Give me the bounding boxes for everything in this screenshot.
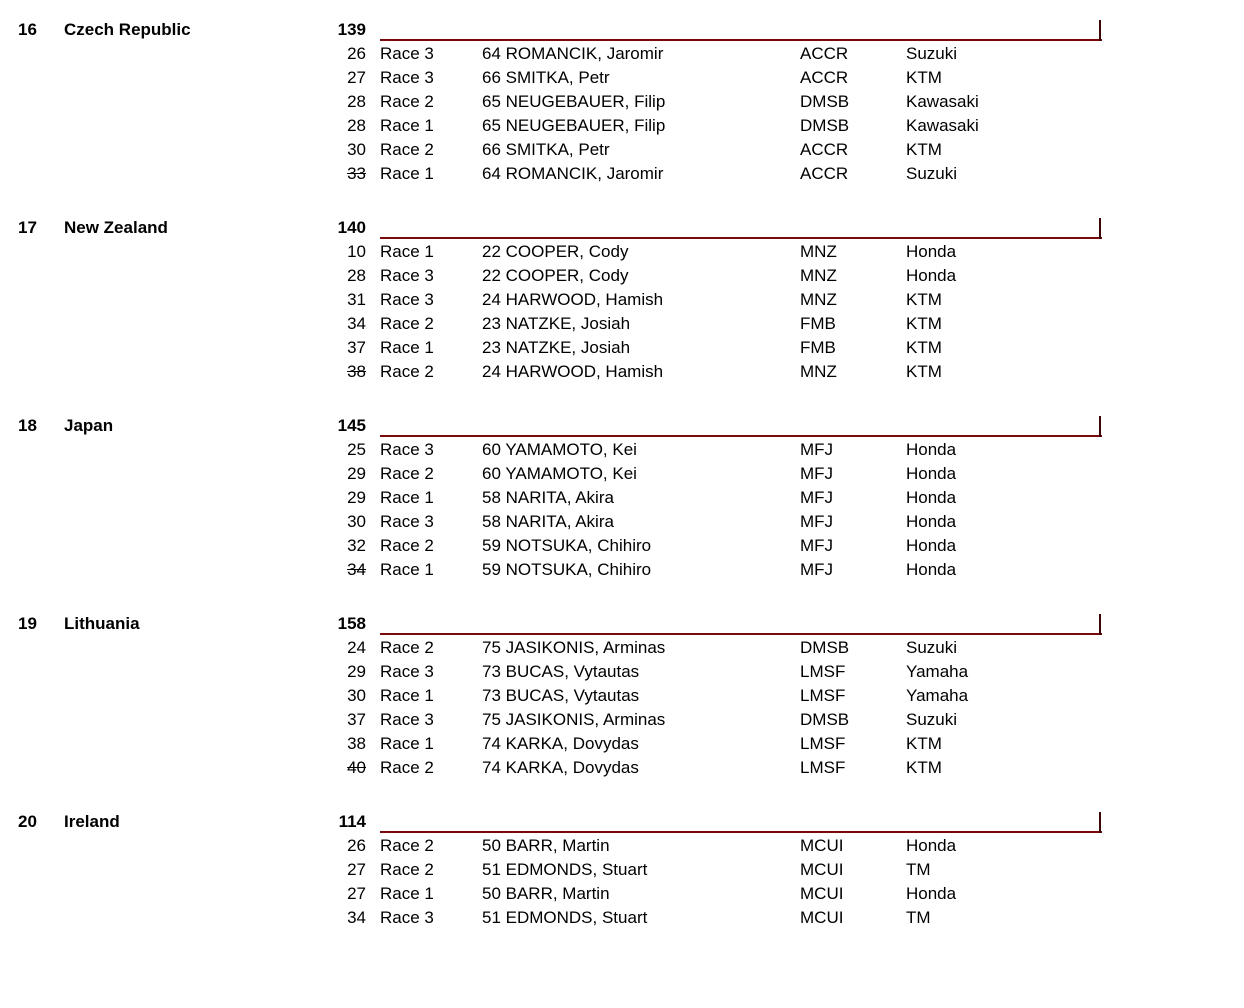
race-position: 32	[347, 536, 366, 555]
rider-federation: MFJ	[800, 440, 834, 459]
bike-brand: Kawasaki	[906, 116, 979, 135]
rider-name: 24 HARWOOD, Hamish	[482, 362, 664, 381]
rider-name: 51 EDMONDS, Stuart	[482, 860, 648, 879]
bike-brand: KTM	[906, 140, 942, 159]
race-name: Race 1	[380, 488, 434, 507]
rider-name: 74 KARKA, Dovydas	[482, 734, 639, 753]
race-position: 26	[347, 44, 366, 63]
result-row	[0, 66, 1244, 90]
result-row	[0, 906, 1244, 930]
race-position: 25	[347, 440, 366, 459]
rider-federation: ACCR	[800, 140, 849, 159]
result-row	[0, 660, 1244, 684]
nation-group	[0, 612, 1244, 810]
nation-group	[0, 18, 1244, 216]
nation-total-points: 158	[337, 614, 366, 633]
race-name: Race 1	[380, 338, 434, 357]
result-row	[0, 90, 1244, 114]
rider-name: 60 YAMAMOTO, Kei	[482, 440, 637, 459]
nation-rank: 20	[18, 812, 37, 831]
rider-federation: MFJ	[800, 512, 834, 531]
rider-name: 59 NOTSUKA, Chihiro	[482, 560, 652, 579]
nation-total-points: 145	[337, 416, 366, 435]
result-row	[0, 240, 1244, 264]
rider-name: 58 NARITA, Akira	[482, 488, 614, 507]
rider-federation: LMSF	[800, 686, 846, 705]
race-position-dropped: 40	[347, 758, 366, 777]
rider-name: 73 BUCAS, Vytautas	[482, 686, 640, 705]
nation-name: Ireland	[64, 812, 120, 831]
result-row	[0, 264, 1244, 288]
rider-federation: FMB	[800, 314, 836, 333]
rider-federation: ACCR	[800, 68, 849, 87]
nation-rank: 17	[18, 218, 37, 237]
race-name: Race 1	[380, 560, 434, 579]
race-position-dropped: 34	[347, 560, 366, 579]
race-position: 27	[347, 860, 366, 879]
rider-federation: MCUI	[800, 884, 844, 903]
race-name: Race 2	[380, 638, 434, 657]
race-position: 34	[347, 314, 366, 333]
result-row	[0, 834, 1244, 858]
race-name: Race 3	[380, 440, 434, 459]
result-row	[0, 312, 1244, 336]
nation-group	[0, 810, 1244, 1008]
result-row	[0, 462, 1244, 486]
rider-federation: MNZ	[800, 242, 837, 261]
bike-brand: Honda	[906, 440, 957, 459]
rider-federation: DMSB	[800, 116, 850, 135]
race-position-dropped: 33	[347, 164, 366, 183]
nation-name: New Zealand	[64, 218, 168, 237]
result-row	[0, 756, 1244, 780]
race-name: Race 1	[380, 734, 434, 753]
bike-brand: Suzuki	[906, 44, 958, 63]
rider-name: 73 BUCAS, Vytautas	[482, 662, 640, 681]
race-name: Race 2	[380, 860, 434, 879]
race-name: Race 3	[380, 68, 434, 87]
rider-name: 64 ROMANCIK, Jaromir	[482, 44, 664, 63]
race-name: Race 3	[380, 662, 434, 681]
race-name: Race 3	[380, 512, 434, 531]
race-position: 37	[347, 338, 366, 357]
race-position: 34	[347, 908, 366, 927]
bike-brand: KTM	[906, 290, 942, 309]
bike-brand: Yamaha	[906, 662, 969, 681]
rider-federation: FMB	[800, 338, 836, 357]
nation-rank: 16	[18, 20, 37, 39]
result-row	[0, 486, 1244, 510]
result-row	[0, 510, 1244, 534]
race-name: Race 1	[380, 164, 434, 183]
bike-brand: Suzuki	[906, 710, 958, 729]
rider-name: 22 COOPER, Cody	[482, 266, 629, 285]
rider-name: 65 NEUGEBAUER, Filip	[482, 116, 666, 135]
race-position: 29	[347, 662, 366, 681]
race-name: Race 1	[380, 686, 434, 705]
rider-name: 64 ROMANCIK, Jaromir	[482, 164, 664, 183]
rider-name: 66 SMITKA, Petr	[482, 68, 610, 87]
result-row	[0, 636, 1244, 660]
rider-federation: LMSF	[800, 734, 846, 753]
rider-federation: MFJ	[800, 488, 834, 507]
nation-name: Czech Republic	[64, 20, 191, 39]
bike-brand: Honda	[906, 512, 957, 531]
bike-brand: Honda	[906, 266, 957, 285]
header-underline	[380, 831, 1102, 833]
result-row	[0, 732, 1244, 756]
nation-total-points: 140	[337, 218, 366, 237]
rider-name: 59 NOTSUKA, Chihiro	[482, 536, 652, 555]
race-name: Race 1	[380, 884, 434, 903]
bike-brand: Honda	[906, 884, 957, 903]
bike-brand: KTM	[906, 734, 942, 753]
rider-name: 24 HARWOOD, Hamish	[482, 290, 664, 309]
race-name: Race 1	[380, 242, 434, 261]
race-position: 27	[347, 68, 366, 87]
rider-federation: DMSB	[800, 92, 850, 111]
rider-name: 50 BARR, Martin	[482, 884, 610, 903]
rider-federation: MFJ	[800, 464, 834, 483]
result-row	[0, 534, 1244, 558]
rider-name: 74 KARKA, Dovydas	[482, 758, 639, 777]
rider-name: 23 NATZKE, Josiah	[482, 338, 631, 357]
header-underline-end	[1099, 812, 1101, 833]
rider-name: 23 NATZKE, Josiah	[482, 314, 631, 333]
header-underline-end	[1099, 218, 1101, 239]
rider-name: 51 EDMONDS, Stuart	[482, 908, 648, 927]
bike-brand: Yamaha	[906, 686, 969, 705]
result-row	[0, 138, 1244, 162]
nation-name: Japan	[64, 416, 114, 435]
header-underline	[380, 39, 1102, 41]
rider-federation: MCUI	[800, 836, 844, 855]
rider-name: 65 NEUGEBAUER, Filip	[482, 92, 666, 111]
race-position-dropped: 38	[347, 362, 366, 381]
header-underline-end	[1099, 614, 1101, 635]
rider-name: 60 YAMAMOTO, Kei	[482, 464, 637, 483]
race-name: Race 2	[380, 362, 434, 381]
rider-federation: MCUI	[800, 908, 844, 927]
bike-brand: KTM	[906, 314, 942, 333]
race-name: Race 3	[380, 44, 434, 63]
result-row	[0, 438, 1244, 462]
header-underline-end	[1099, 416, 1101, 437]
rider-federation: MNZ	[800, 266, 837, 285]
race-position: 30	[347, 140, 366, 159]
result-row	[0, 162, 1244, 186]
race-name: Race 2	[380, 758, 434, 777]
result-row	[0, 858, 1244, 882]
race-name: Race 3	[380, 908, 434, 927]
bike-brand: Kawasaki	[906, 92, 979, 111]
nation-rank: 19	[18, 614, 37, 633]
nation-total-points: 139	[337, 20, 366, 39]
rider-federation: MFJ	[800, 560, 834, 579]
header-underline	[380, 435, 1102, 437]
rider-name: 66 SMITKA, Petr	[482, 140, 610, 159]
rider-federation: MFJ	[800, 536, 834, 555]
bike-brand: TM	[906, 860, 931, 879]
rider-federation: DMSB	[800, 710, 850, 729]
bike-brand: TM	[906, 908, 931, 927]
bike-brand: KTM	[906, 338, 942, 357]
race-position: 38	[347, 734, 366, 753]
bike-brand: Suzuki	[906, 638, 958, 657]
rider-name: 75 JASIKONIS, Arminas	[482, 638, 666, 657]
rider-federation: DMSB	[800, 638, 850, 657]
nation-group	[0, 414, 1244, 612]
bike-brand: KTM	[906, 758, 942, 777]
rider-federation: MNZ	[800, 362, 837, 381]
rider-federation: ACCR	[800, 164, 849, 183]
race-position: 27	[347, 884, 366, 903]
rider-name: 75 JASIKONIS, Arminas	[482, 710, 666, 729]
rider-federation: ACCR	[800, 44, 849, 63]
rider-federation: LMSF	[800, 662, 846, 681]
nation-group	[0, 216, 1244, 414]
result-row	[0, 288, 1244, 312]
bike-brand: Honda	[906, 242, 957, 261]
bike-brand: Honda	[906, 488, 957, 507]
result-row	[0, 360, 1244, 384]
race-name: Race 2	[380, 536, 434, 555]
bike-brand: Honda	[906, 836, 957, 855]
result-row	[0, 558, 1244, 582]
result-row	[0, 882, 1244, 906]
race-position: 28	[347, 116, 366, 135]
nation-name: Lithuania	[64, 614, 140, 633]
race-position: 24	[347, 638, 366, 657]
race-position: 28	[347, 92, 366, 111]
result-row	[0, 114, 1244, 138]
rider-federation: LMSF	[800, 758, 846, 777]
bike-brand: Suzuki	[906, 164, 958, 183]
race-name: Race 1	[380, 116, 434, 135]
bike-brand: KTM	[906, 68, 942, 87]
nation-total-points: 114	[338, 812, 366, 831]
result-row	[0, 708, 1244, 732]
race-position: 26	[347, 836, 366, 855]
race-position: 28	[347, 266, 366, 285]
result-row	[0, 336, 1244, 360]
race-name: Race 3	[380, 266, 434, 285]
bike-brand: Honda	[906, 560, 957, 579]
rider-federation: MNZ	[800, 290, 837, 309]
header-underline	[380, 633, 1102, 635]
rider-name: 22 COOPER, Cody	[482, 242, 629, 261]
rider-federation: MCUI	[800, 860, 844, 879]
race-name: Race 3	[380, 710, 434, 729]
rider-name: 58 NARITA, Akira	[482, 512, 614, 531]
result-row	[0, 684, 1244, 708]
race-position: 37	[347, 710, 366, 729]
race-position: 29	[347, 464, 366, 483]
race-name: Race 2	[380, 140, 434, 159]
result-row	[0, 42, 1244, 66]
race-position: 31	[347, 290, 366, 309]
nation-rank: 18	[18, 416, 37, 435]
race-name: Race 2	[380, 92, 434, 111]
bike-brand: KTM	[906, 362, 942, 381]
race-name: Race 2	[380, 464, 434, 483]
race-position: 29	[347, 488, 366, 507]
header-underline-end	[1099, 20, 1101, 41]
race-name: Race 3	[380, 290, 434, 309]
race-position: 30	[347, 512, 366, 531]
race-name: Race 2	[380, 836, 434, 855]
race-name: Race 2	[380, 314, 434, 333]
bike-brand: Honda	[906, 536, 957, 555]
race-position: 10	[347, 242, 366, 261]
bike-brand: Honda	[906, 464, 957, 483]
header-underline	[380, 237, 1102, 239]
race-position: 30	[347, 686, 366, 705]
rider-name: 50 BARR, Martin	[482, 836, 610, 855]
